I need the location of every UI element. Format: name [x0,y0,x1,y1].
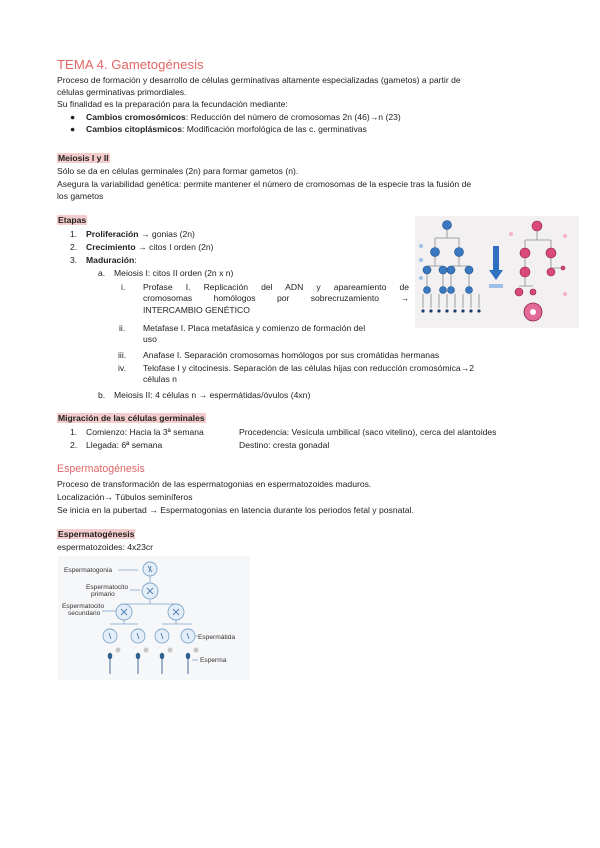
diagram-label: Espermatocito [86,584,129,591]
list-num: iii. [118,350,127,360]
section-heading: Meiosis I y II [58,153,109,163]
list-num: 1. [70,427,78,437]
intro-line: células germinativas primordiales. [57,87,187,97]
text-line: Asegura la variabilidad genética: permite mantener el número de cromosomas de la especie tras la fusión de [57,179,472,189]
list-item: Meiosis II: 4 células n → espermátidas/óvulos (4xn) [114,390,311,400]
list-item: Metafase I. Placa metafásica y comienzo de formación del uso [143,323,366,345]
diagram-label: secundario [68,610,101,617]
list-item: Llegada: 6ª semana [86,440,163,450]
bullet-item: Cambios cromosómicos: Reducción del número de cromosomas 2n (46)→n (23) [86,112,401,122]
list-item: Procedencia: Vesícula umbilical (saco vitelino), cerca del alantoides [239,427,497,437]
list-num: i. [121,282,126,292]
list-num: 1. [70,229,78,239]
diagram-label: Espermátida [198,634,236,641]
meiosis-figure [415,216,579,328]
spermatogenesis-diagram [58,556,250,680]
diagram-label: Espermatogonia [64,567,113,574]
section-heading: Migración de las células germinales [58,413,205,423]
intro-line: Proceso de formación y desarrollo de células germinativas altamente especializadas (gametos) a partir de [57,75,461,85]
section-heading: Etapas [58,215,87,225]
list-item: Proliferación → gonias (2n) [86,229,195,239]
list-num: b. [98,390,106,400]
text-line: Se inicia en la pubertad → Espermatogonias en latencia durante los periodos fetal y posnatal. [57,505,414,515]
page-title: TEMA 4. Gametogénesis [57,57,204,72]
list-num: ii. [119,323,126,333]
list-num: 2. [70,440,78,450]
list-item: Telofase I y citocinesis. Separación de las células hijas con reducción cromosómica→2 células n [143,363,475,385]
intro-line: Su finalidad es la preparación para la fecundación mediante: [57,99,288,109]
list-num: iv. [118,363,126,373]
bullet-item: ● [70,124,76,134]
text-line: los gametos [57,191,104,201]
text-line: Localización→ Túbulos seminíferos [57,492,193,502]
text-line: Sólo se da en células germinales (2n) para formar gametos (n). [57,166,299,176]
list-item: Maduración: [86,255,137,265]
bullet-item: ● [70,112,76,122]
diagram-label: Espermatocito [62,603,105,610]
list-num: a. [98,268,106,278]
text-line: espermatozoides: 4x23cr [57,542,154,552]
list-num: 2. [70,242,78,252]
text-line: Proceso de transformación de las espermatogonias en espermatozoides maduros. [57,479,372,489]
list-item: Anafase I. Separación cromosomas homólogos por sus cromátidas hermanas [143,350,440,360]
list-num: 3. [70,255,78,265]
list-item: Crecimiento → citos I orden (2n) [86,242,214,252]
list-item: Destino: cresta gonadal [239,440,330,450]
list-item: Profase I. Replicación del ADN y apareamiento de cromosomas homólogos por sobrecruzamiento → INTERCAMBIO GENÉTICO [143,282,409,315]
subsection-title: Espermatogénesis [57,463,145,475]
list-item: Meiosis I: citos II orden (2n x n) [114,268,234,278]
diagram-label: Esperma [200,657,227,664]
section-heading: Espermatogénesis [58,529,135,539]
diagram-label: primario [91,591,115,598]
list-item: Comienzo: Hacia la 3ª semana [86,427,204,437]
bullet-item: Cambios citoplásmicos: Modificación morfológica de las c. germinativas [86,124,367,134]
